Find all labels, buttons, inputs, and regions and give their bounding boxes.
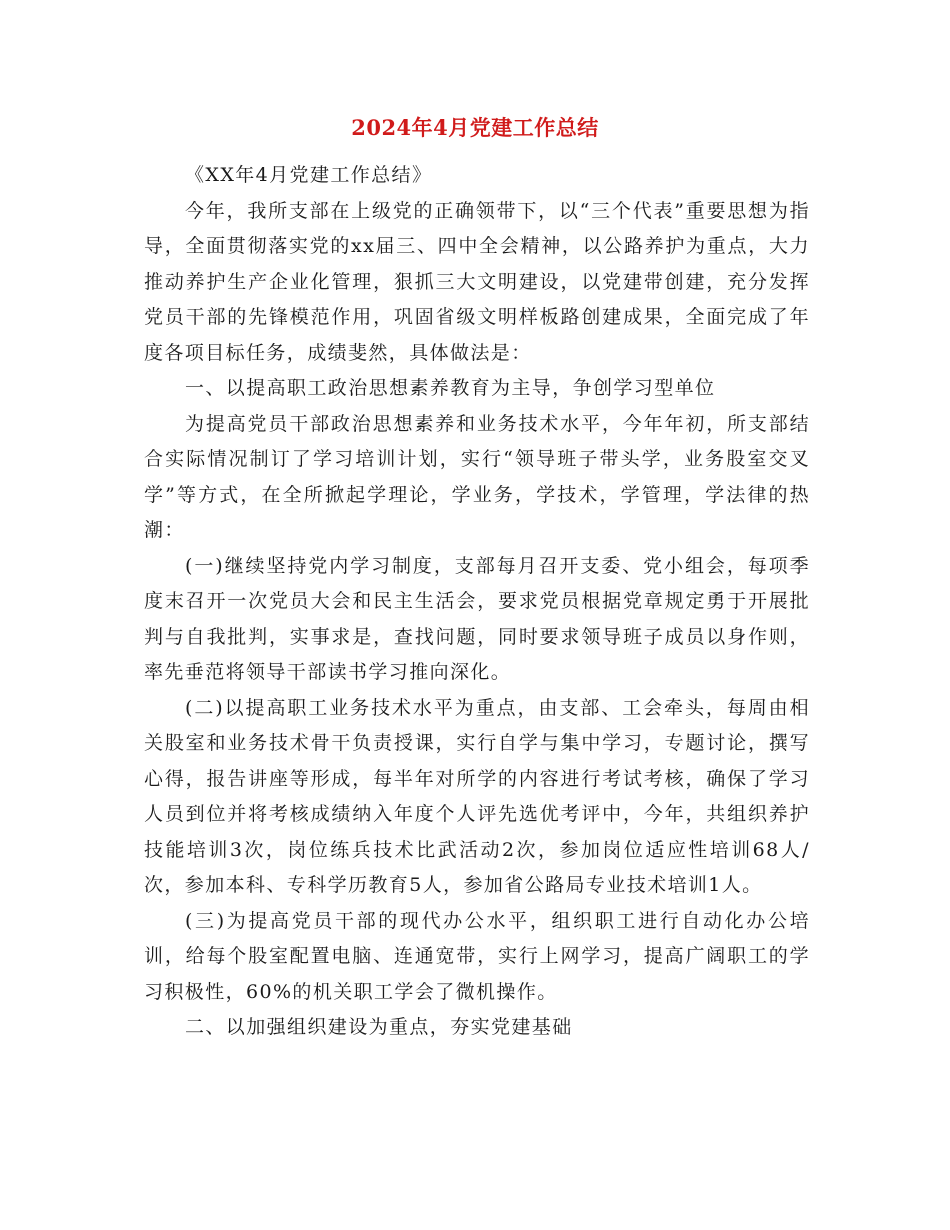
paragraph: 《XX年4月党建工作总结》	[185, 164, 433, 186]
document-title: 2024年4月党建工作总结	[351, 115, 599, 140]
paragraph: (一)继续坚持党内学习制度，支部每月召开支委、党小组会，每项季度末召开一次党员大会和民主生活会，要求党员根据党章规定勇于开展批判与自我批判，实事求是，查找问题，同时要求领导班子成员以身作则，率先垂范将领导干部读书学习推向深化。	[144, 554, 810, 683]
paragraph: (三)为提高党员干部的现代办公水平，组织职工进行自动化办公培训，给每个股室配置电脑、连通宽带，实行上网学习，提高广阔职工的学习积极性，60%的机关职工学会了微机操作。	[144, 909, 810, 1003]
section-heading: 二、以加强组织建设为重点，夯实党建基础	[185, 1016, 573, 1038]
section-heading: 一、以提高职工政治思想素养教育为主导，争创学习型单位	[185, 377, 716, 399]
paragraph: 今年，我所支部在上级党的正确领带下，以“三个代表”重要思想为指导，全面贯彻落实党的xx届三、四中全会精神，以公路养护为重点，大力推动养护生产企业化管理，狠抓三大文明建设，以党建带创建，充分发挥党员干部的先锋模范作用，巩固省级文明样板路创建成果，全面完成了年度各项目标任务，成绩斐然，具体做法是：	[144, 199, 810, 364]
paragraph: 为提高党员干部政治思想素养和业务技术水平，今年年初，所支部结合实际情况制订了学习培训计划，实行“领导班子带头学，业务股室交叉学”等方式，在全所掀起学理论，学业务，学技术，学管理，学法律的热潮：	[144, 412, 810, 541]
paragraph: (二)以提高职工业务技术水平为重点，由支部、工会牵头，每周由相关股室和业务技术骨干负责授课，实行自学与集中学习，专题讨论，撰写心得，报告讲座等形成，每半年对所学的内容进行考试考核，确保了学习人员到位并将考核成绩纳入年度个人评先选优考评中，今年，共组织养护技能培训3次，岗位练兵技术比武活动2次，参加岗位适应性培训68人/次，参加本科、专科学历教育5人，参加省公路局专业技术培训1人。	[144, 696, 810, 896]
document-body	[144, 158, 810, 1046]
